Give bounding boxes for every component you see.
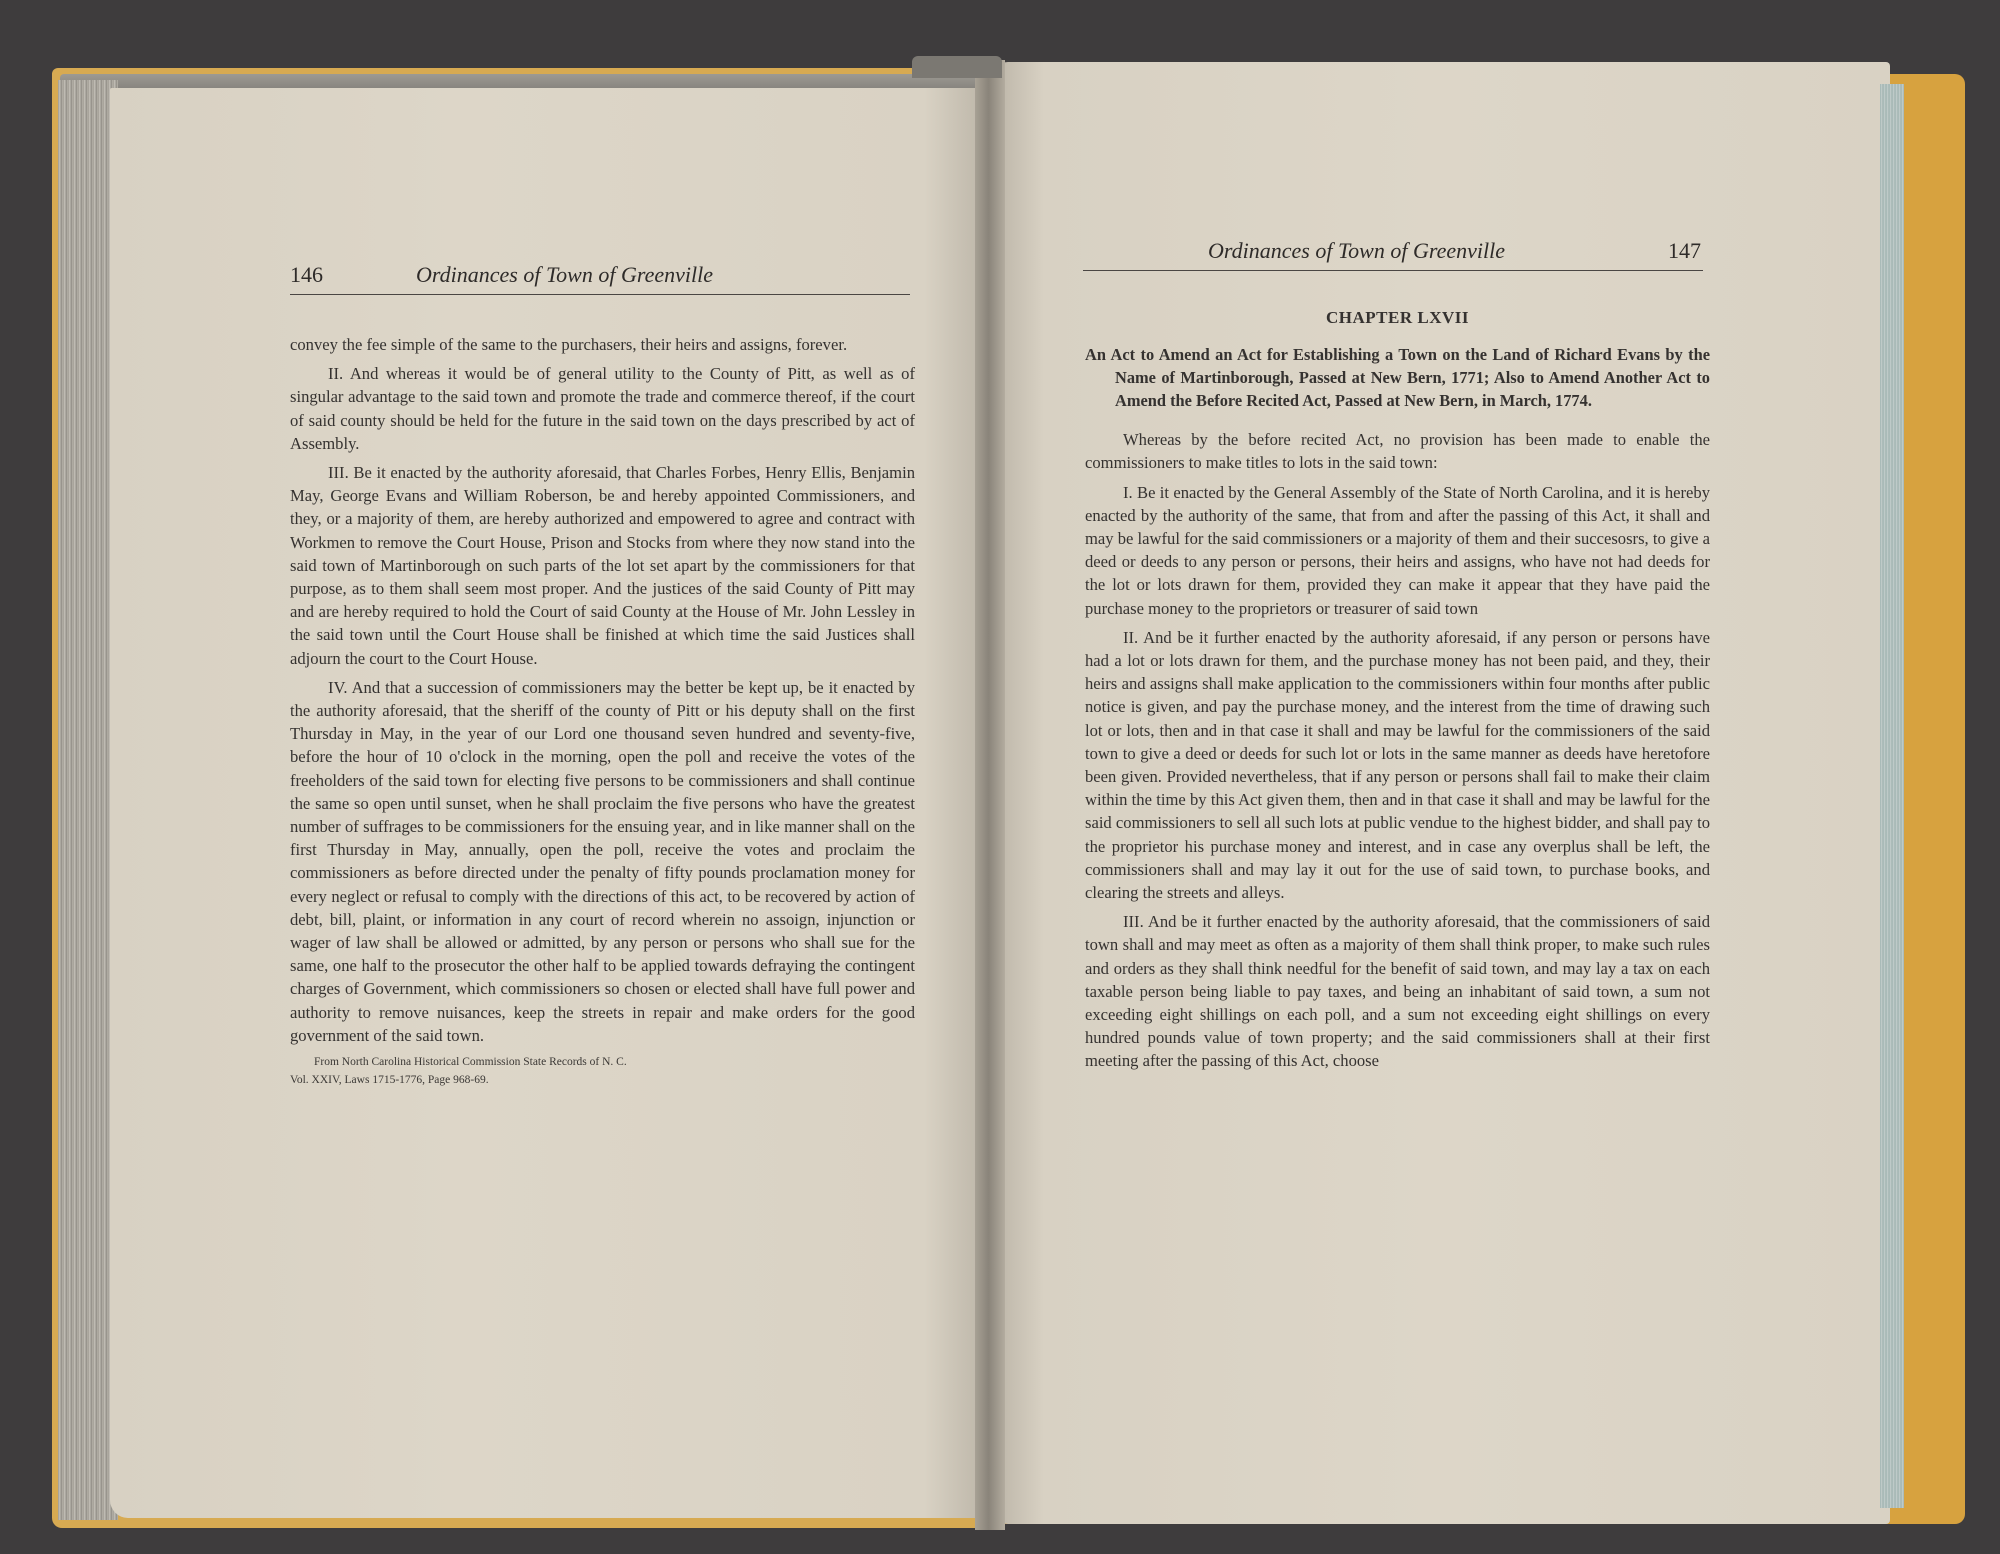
left-paragraph-3: III. Be it enacted by the authority aforesaid, that Charles Forbes, Henry Ellis, Benjamin May, George Evans and William Roberson, be and hereby appointed Commissioners, and they, or a majority of them, are hereby authorized and empowered to agree and contract with Workmen to remove the Court House, Prison and Stocks from where they now stand into the said town of Martinborough on such parts of the lot set apart by the commissioners for that purpose, as to them shall seem most proper. And the justices of the said County of Pitt may and are hereby required to hold the Court of said County at the House of Mr. John Lessley in the said town until the Court House shall be finished at which time the said Justices shall adjourn the court to the Court House. xyxy=(290,463,915,668)
source-line-2: Vol. XXIV, Laws 1715-1776, Page 968-69. xyxy=(290,1074,489,1087)
source-citation xyxy=(290,1053,915,1089)
left-paragraph-4: IV. And that a succession of commissioners may the better be kept up, be it enacted by the authority aforesaid, that the sheriff of the county of Pitt or his deputy shall on the first Thursday in May, in the year of our Lord one thousand seven hundred and seventy-five, before the hour of 10 o'clock in the morning, open the poll and receive the votes of the freeholders of the said town for electing five persons to be commissioners and shall continue the same so open until sunset, when he shall proclaim the five persons who have the greatest number of suffrages to be commissioners for the ensuing year, and in like manner shall on the first Thursday in May, annually, open the poll, receive the votes and proclaim the commissioners as before directed under the penalty of fifty pounds proclamation money for every neglect or refusal to comply with the directions of this act, to be recovered by action of debt, bill, plaint, or information in any court of record wherein no assoign, injunction or wager of law shall be allowed or admitted, by any person or persons who shall sue for the same, one half to the prosecutor the other half to be applied towards defraying the contingent charges of Government, which commissioners so chosen or elected shall have full power and authority to remove nuisances, keep the streets in repair and make orders for the good government of the said town. xyxy=(290,677,915,1045)
left-paragraph-2: II. And whereas it would be of general utility to the County of Pitt, as well as of singular advantage to the said town and promote the trade and commerce thereof, if the court of said county should be held for the future in the said town on the days prescribed by act of Assembly. xyxy=(290,364,915,453)
right-header-rule xyxy=(1083,270,1703,271)
right-running-title-text: Ordinances of Town of Greenville xyxy=(1208,238,1505,263)
right-page-side-edges xyxy=(1880,84,1904,1508)
right-paragraph-3: II. And be it further enacted by the authority aforesaid, if any person or persons have had a lot or lots drawn for them, and the purchase money has not been paid, and they, their heirs and assigns shall make application to the commissioners within four months after public notice is given, and pay the purchase money, and the interest from the time of drawing such lot or lots, then and in that case it shall and may be lawful for the commissioners of the said town to give a deed or deeds for such lot or lots in the same manner as deeds have heretofore been given. Provided nevertheless, that if any person or persons shall fail to make their claim within the time by this Act given them, then and in that case it shall and may be lawful for the said commissioners to sell all such lots at public vendue to the highest bidder, and shall pay to the proprietor his purchase money and interest, and in case any overplus shall be left, the commissioners shall and may lay it out for the use of said town, to purchase books, and clearing the streets and alleys. xyxy=(1085,627,1710,903)
left-page-body xyxy=(290,333,915,1089)
left-page-side-edges xyxy=(58,80,118,1520)
right-page-number: 147 xyxy=(1668,238,1701,263)
right-page-body xyxy=(1085,306,1710,1079)
left-running-title-text: Ordinances of Town of Greenville xyxy=(416,262,713,287)
right-paragraph-4: III. And be it further enacted by the authority aforesaid, that the commissioners of said town shall and may meet as often as a majority of them shall think proper, to make such rules and orders as they shall think needful for the benefit of said town, and may lay a tax on each taxable person being liable to pay taxes, and being an inhabitant of said town, a sum not exceeding eight shillings on each poll, and a sum not exceeding eight shillings on every hundred pounds value of town property; and the said commissioners shall at their first meeting after the passing of this Act, choose xyxy=(1085,912,1710,1071)
right-paragraph-1: Whereas by the before recited Act, no provision has been made to enable the commissioners to make titles to lots in the said town: xyxy=(1085,430,1710,473)
left-running-title xyxy=(416,262,713,288)
chapter-heading: CHAPTER LXVII xyxy=(1326,308,1469,327)
act-title: An Act to Amend an Act for Establishing a Town on the Land of Richard Evans by the Name of Martinborough, Passed at New Bern, 1771; Also to Amend Another Act to Amend the Before Recited Act, Passed at New Bern, in March, 1774. xyxy=(1085,345,1710,411)
right-paragraph-2: I. Be it enacted by the General Assembly of the State of North Carolina, and it is hereby enacted by the authority of the same, that from and after the passing of this Act, it shall and may be lawful for the said commissioners or a majority of them and their succesosrs, to give a deed or deeds to any person or persons, their heirs and assigns, who have not had deeds for the lot or lots drawn for them, provided they can make it appear that they have paid the purchase money to the proprietors or treasurer of said town xyxy=(1085,482,1710,618)
left-page-number: 146 xyxy=(290,262,323,287)
left-paragraph-1: convey the fee simple of the same to the purchasers, their heirs and assigns, forever. xyxy=(290,335,848,354)
spine-headband xyxy=(912,56,1002,78)
left-header-rule xyxy=(290,294,910,295)
book-spine xyxy=(975,60,1005,1530)
right-running-title xyxy=(1208,238,1505,264)
source-line-1: From North Carolina Historical Commission State Records of N. C. xyxy=(314,1056,627,1069)
